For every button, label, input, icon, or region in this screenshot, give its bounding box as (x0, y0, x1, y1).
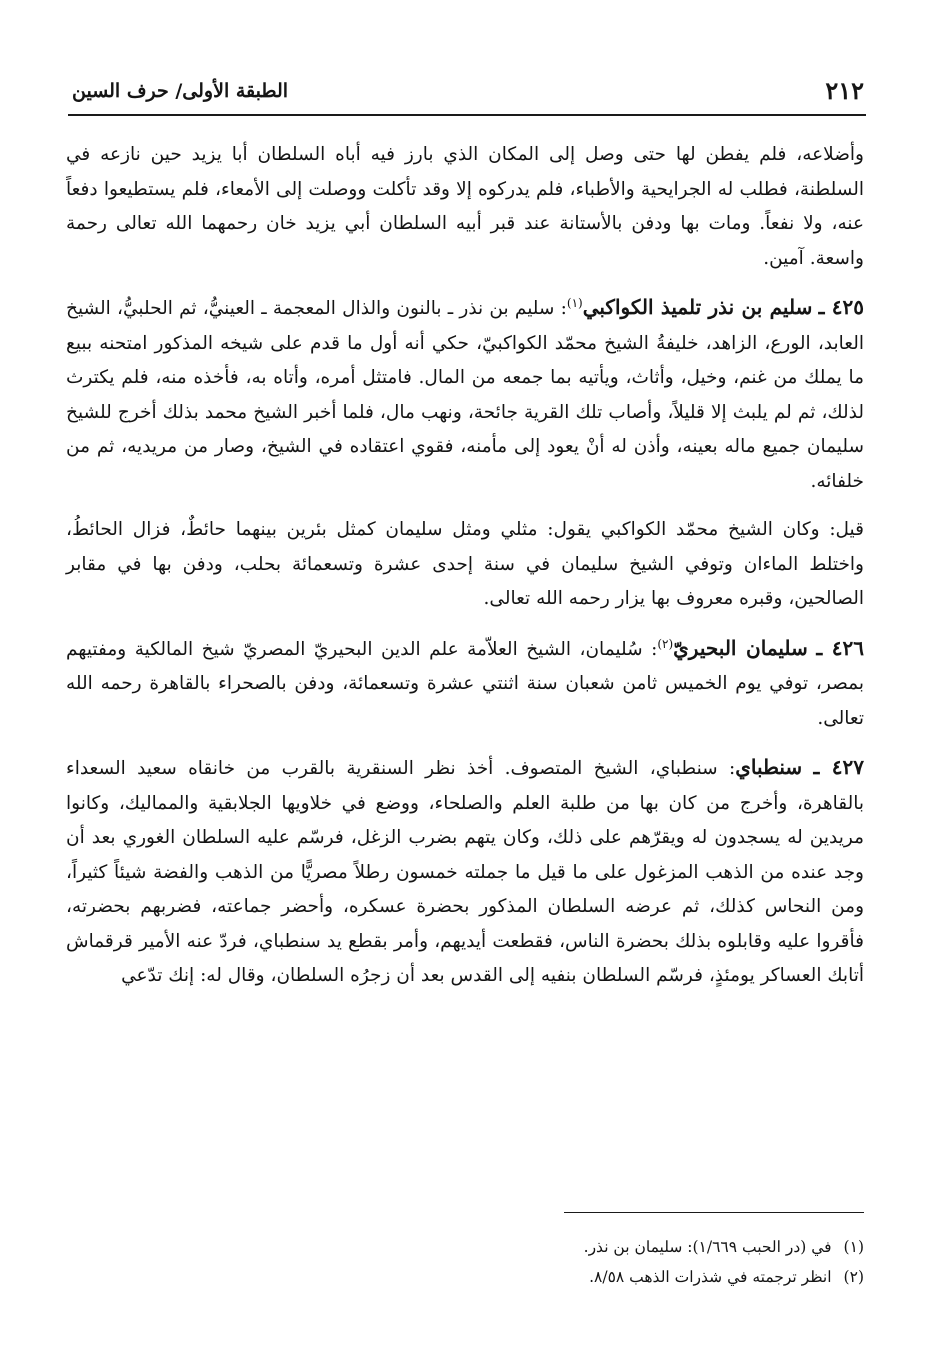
footnote-mark: (١) (843, 1238, 864, 1256)
footnote-text: انظر ترجمته في شذرات الذهب ٨/٥٨. (589, 1268, 832, 1286)
footnote-item (66, 1232, 864, 1262)
entry-427 (66, 750, 864, 994)
entry-426 (66, 631, 864, 737)
entry-425 (66, 290, 864, 499)
footnote-divider (564, 1212, 864, 1213)
entry-heading: سنطباي (735, 755, 803, 779)
footnotes (66, 1232, 864, 1292)
entry-number: ٤٢٦ ـ (816, 635, 865, 660)
running-head: الطبقة الأولى/ حرف السين (72, 80, 289, 102)
footnote-item (66, 1262, 864, 1292)
page-header (68, 74, 866, 116)
footnote-text: في (در الحبب ١/٦٦٩): سليمان بن نذر. (583, 1238, 832, 1256)
paragraph-continuation (66, 138, 864, 276)
entry-number: ٤٢٥ ـ (818, 295, 864, 319)
paragraph-text: قيل: وكان الشيخ محمّد الكواكبي يقول: مثلي ومثل سليمان كمثل بئرين بينهما حائطٌ، فزال الحائطُ، واختلط الماءان وتوفي الشيخ سليمان في سنة إحدى عشرة وتسعمائة بحلب، ودفن بها في مقابر الصالحين، وقبره معروف بها يزار رحمه الله تعالى. (66, 519, 864, 609)
footnote-ref: (٢) (657, 636, 674, 651)
entry-text: : سنطباي، الشيخ المتصوف. أخذ نظر السنقرية بالقرب من خانقاه سعيد السعداء بالقاهرة، وأخرج من كان بها من طلبة العلم والصلحاء، ووضع في خلاويها الجلابقية والمماليك، وكانوا مريدين له يسجدون له ويقرّهم على ذلك، وكان يتهم بضرب الزغل، فرسّم عليه السلطان الغوري بعد أن وجد عنده من الذهب المزغول على ما قيل ما جملته خمسون رطلاً مصريًّا من الذهب والفضة شيئاً كثيراً، ومن النحاس كذلك، ثم عرضه السلطان المذكور بحضرة عسكره، وأحضر جماعته، فضربهم بحضرته، فأقروا عليه وقابلوه بذلك بحضرة الناس، فقطعت أيديهم، وأمر بقطع يد سنطباي، فردّ عنه الأمير قرقماش أتابك العساكر يومئذٍ، فرسّم السلطان بنفيه إلى القدس بعد أن زجرُه السلطان، وقال له: إنك تدّعي (66, 758, 864, 986)
entry-number: ٤٢٧ ـ (813, 755, 864, 779)
paragraph-425-cont (66, 513, 864, 617)
body-text (66, 138, 864, 1008)
entry-text: : سليم بن نذر ـ بالنون والذال المعجمة ـ العينيُّ، ثم الحلبيُّ، الشيخ العابد، الورع، الزاهد، خليفةُ الشيخ محمّد الكواكبيّ، حكي أنه أول ما قدم على شيخه المذكور امتحنه ببيع ما يملك من غنم، وخيل، وأثاث، ويأتيه بما جمعه من المال. فامتثل أمره، وأتاه به، فأخذه منه، فلم يكترث لذلك، ثم لم يلبث إلا قليلاً، وأصاب تلك القرية جائحة، ونهب مال، فلما أخبر الشيخ محمد بذلك أخرج للشيخ سليمان جميع ماله بعينه، وأذن له أنْ يعود إلى مأمنه، فقوي اعتقاده في الشيخ، وصار من مريديه، ثم من خلفائه. (66, 298, 864, 492)
footnote-ref: (١) (566, 295, 583, 310)
footnote-mark: (٢) (843, 1268, 864, 1286)
paragraph-text: وأضلاعه، فلم يفطن لها حتى وصل إلى المكان الذي بارز فيه أباه السلطان أبا يزيد حين نازعه في السلطنة، فطلب له الجرايحية والأطباء، فلم يدركوه إلا وقد تأكلت ووصلت إلى الأمعاء، فلم يستطيعوا دفعاً عنه، ولا نفعاً. ومات بها ودفن بالأستانة عند قبر أبيه السلطان أبي يزيد خان رحمهما الله تعالى رحمة واسعة. آمين. (66, 144, 864, 269)
entry-heading: سليم بن نذر تلميذ الكواكبي (582, 295, 813, 319)
page-number: ٢١٢ (825, 76, 864, 105)
entry-heading: سليمان البحيريّ (673, 635, 808, 660)
entry-text: : سُليمان، الشيخ العلاّمة علم الدين البحيريّ المصريّ شيخ المالكية ومفتيهم بمصر، توفي يوم الخميس ثامن شعبان سنة اثنتي عشرة وتسعمائة، ودفن بالصحراء بالقاهرة رحمه الله تعالى. (66, 638, 864, 729)
